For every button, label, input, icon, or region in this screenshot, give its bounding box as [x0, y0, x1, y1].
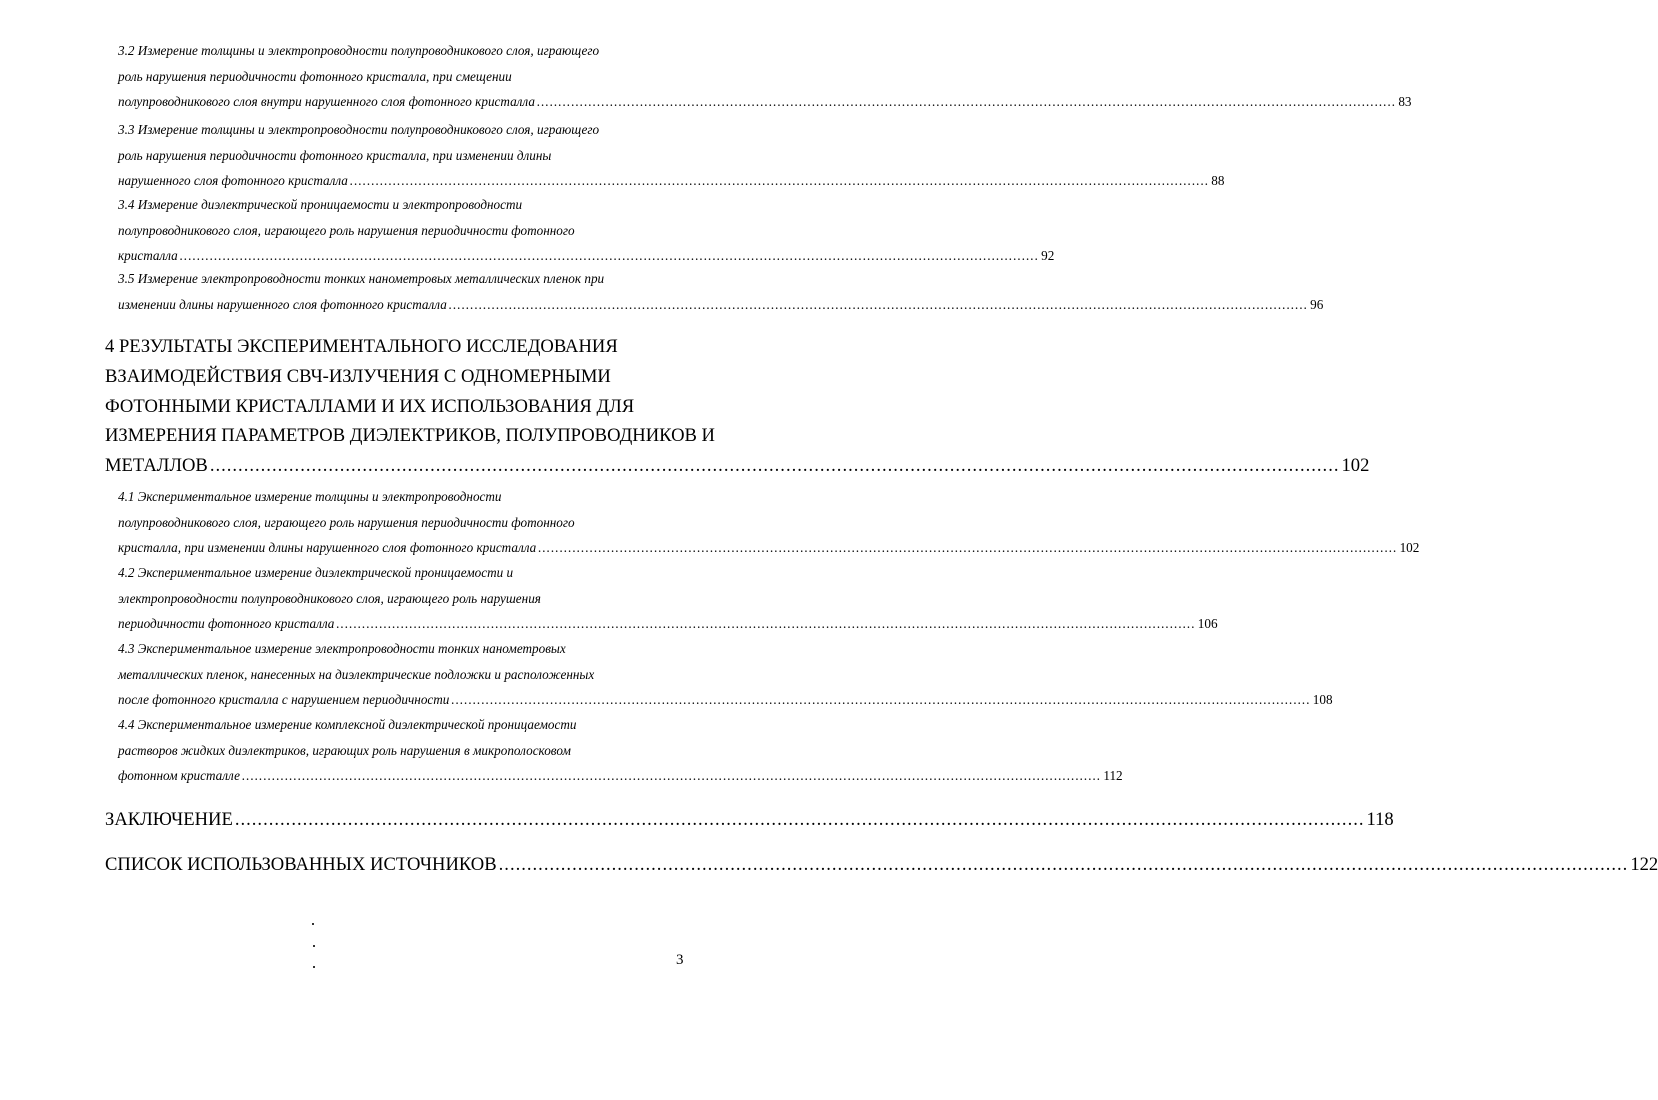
dot-leader: ........................................................................................................................................................................................................	[209, 455, 1340, 477]
dot-leader: ........................................................................................................................................................................................................	[498, 854, 1629, 875]
toc-text: 3.3 Измерение толщины и электропроводности полупроводникового слоя, играющего	[118, 122, 600, 137]
toc-page-number: 96	[1310, 296, 1324, 312]
dot-leader: ........................................................................................................................................................................................................	[448, 296, 1309, 312]
toc-line	[118, 510, 682, 536]
toc-text: электропроводности полупроводникового слоя, играющего роль нарушения	[118, 590, 541, 606]
toc-line	[105, 805, 1394, 835]
toc-text: 3.2 Измерение толщины и электропроводности полупроводникового слоя, играющего	[118, 43, 600, 58]
page-number: 3	[676, 952, 684, 968]
toc-line	[118, 535, 1420, 561]
toc-page-number: 112	[1103, 768, 1123, 783]
toc-entry-4-3[interactable]	[118, 636, 1333, 713]
scan-artifact	[312, 923, 314, 925]
toc-line	[118, 64, 682, 90]
toc-line	[118, 243, 1055, 269]
toc-text: полупроводникового слоя, играющего роль нарушения периодичности фотонного	[118, 514, 575, 530]
toc-line	[118, 763, 1123, 789]
toc-text: изменении длины нарушенного слоя фотонного кристалла	[118, 296, 447, 312]
toc-page-number: 83	[1398, 94, 1412, 109]
toc-text: растворов жидких диэлектриков, играющих роль нарушения в микрополосковом	[118, 742, 571, 758]
toc-text: после фотонного кристалла с нарушением периодичности	[118, 692, 450, 707]
toc-text: полупроводникового слоя внутри нарушенного слоя фотонного кристалла	[118, 94, 535, 109]
toc-page-number: 118	[1366, 809, 1394, 830]
toc-text: периодичности фотонного кристалла	[118, 616, 335, 631]
toc-line	[118, 611, 1218, 637]
toc-line	[105, 392, 683, 422]
toc-conclusion[interactable]	[105, 805, 1394, 835]
toc-line	[105, 421, 715, 451]
toc-text: 4.2 Экспериментальное измерение диэлектрической проницаемости и	[118, 565, 514, 580]
toc-text: полупроводникового слоя, играющего роль нарушения периодичности фотонного	[118, 222, 575, 238]
toc-text: СПИСОК ИСПОЛЬЗОВАННЫХ ИСТОЧНИКОВ	[105, 854, 497, 875]
toc-line	[118, 560, 682, 586]
toc-line	[118, 143, 682, 169]
toc-text: ФОТОННЫМИ КРИСТАЛЛАМИ И ИХ ИСПОЛЬЗОВАНИЯ ДЛЯ	[105, 395, 635, 417]
toc-line	[118, 192, 682, 218]
toc-text: 4.3 Экспериментальное измерение электропроводности тонких нанометровых	[118, 641, 566, 656]
dot-leader: ........................................................................................................................................................................................................	[241, 768, 1102, 783]
dot-leader: ........................................................................................................................................................................................................	[349, 173, 1210, 188]
toc-page-number: 102	[1399, 540, 1420, 555]
dot-leader: ........................................................................................................................................................................................................	[179, 248, 1040, 263]
toc-text: ЗАКЛЮЧЕНИЕ	[105, 809, 233, 830]
toc-line	[118, 266, 682, 292]
toc-line	[118, 738, 682, 764]
toc-text: 4.4 Экспериментальное измерение комплексной диэлектрической проницаемости	[118, 717, 577, 732]
toc-page-number: 88	[1211, 173, 1225, 188]
toc-page-number: 102	[1341, 455, 1370, 477]
toc-section-4[interactable]	[105, 332, 1370, 481]
toc-line	[118, 484, 682, 510]
toc-text: нарушенного слоя фотонного кристалла	[118, 173, 348, 188]
toc-line	[118, 117, 682, 143]
toc-references[interactable]	[105, 850, 1658, 880]
toc-text: 4 РЕЗУЛЬТАТЫ ЭКСПЕРИМЕНТАЛЬНОГО ИССЛЕДОВАНИЯ	[105, 336, 618, 357]
toc-text: 3.5 Измерение электропроводности тонких нанометровых металлических пленок при	[118, 271, 605, 286]
scan-artifact	[313, 966, 315, 968]
toc-text: МЕТАЛЛОВ	[105, 455, 208, 477]
toc-entry-4-2[interactable]	[118, 560, 1218, 637]
toc-line	[118, 662, 682, 688]
dot-leader: ........................................................................................................................................................................................................	[538, 540, 1398, 555]
toc-line	[105, 850, 1658, 880]
dot-leader: ........................................................................................................................................................................................................	[336, 616, 1196, 631]
toc-page-number: 108	[1312, 692, 1333, 707]
scan-artifact	[313, 945, 315, 947]
dot-leader: ........................................................................................................................................................................................................	[536, 94, 1397, 109]
toc-entry-3-5[interactable]	[118, 266, 1324, 317]
toc-text: ИЗМЕРЕНИЯ ПАРАМЕТРОВ ДИЭЛЕКТРИКОВ, ПОЛУПРОВОДНИКОВ И	[105, 425, 715, 447]
toc-text: фотонном кристалле	[118, 768, 240, 783]
toc-entry-4-4[interactable]	[118, 712, 1123, 789]
toc-entry-4-1[interactable]	[118, 484, 1420, 561]
toc-text: 3.4 Измерение диэлектрической проницаемости и электропроводности	[118, 197, 523, 212]
toc-text: кристалла, при изменении длины нарушенного слоя фотонного кристалла	[118, 540, 537, 555]
toc-page-number: 122	[1630, 854, 1658, 875]
toc-entry-3-2[interactable]	[118, 38, 1412, 115]
toc-text: роль нарушения периодичности фотонного кристалла, при смещении	[118, 68, 512, 84]
toc-line	[118, 38, 682, 64]
dot-leader: ........................................................................................................................................................................................................	[234, 809, 1365, 830]
toc-line	[118, 168, 1225, 194]
toc-line	[118, 586, 682, 612]
toc-page-number: 106	[1197, 616, 1218, 631]
toc-text: ВЗАИМОДЕЙСТВИЯ СВЧ-ИЗЛУЧЕНИЯ С ОДНОМЕРНЫМИ	[105, 365, 611, 387]
toc-line	[118, 292, 1324, 318]
toc-text: 4.1 Экспериментальное измерение толщины и электропроводности	[118, 489, 502, 504]
toc-entry-3-4[interactable]	[118, 192, 1055, 269]
toc-line	[118, 89, 1412, 115]
toc-line	[105, 332, 683, 362]
toc-line	[118, 636, 682, 662]
toc-entry-3-3[interactable]	[118, 117, 1225, 194]
toc-text: металлических пленок, нанесенных на диэлектрические подложки и расположенных	[118, 666, 595, 682]
toc-line	[105, 451, 1370, 481]
toc-line	[118, 218, 682, 244]
toc-text: роль нарушения периодичности фотонного кристалла, при изменении длины	[118, 147, 552, 163]
toc-line	[105, 362, 683, 392]
toc-line	[118, 712, 682, 738]
toc-page-number: 92	[1041, 248, 1055, 263]
toc-text: кристалла	[118, 248, 178, 263]
dot-leader: ........................................................................................................................................................................................................	[451, 692, 1311, 707]
toc-line	[118, 687, 1333, 713]
